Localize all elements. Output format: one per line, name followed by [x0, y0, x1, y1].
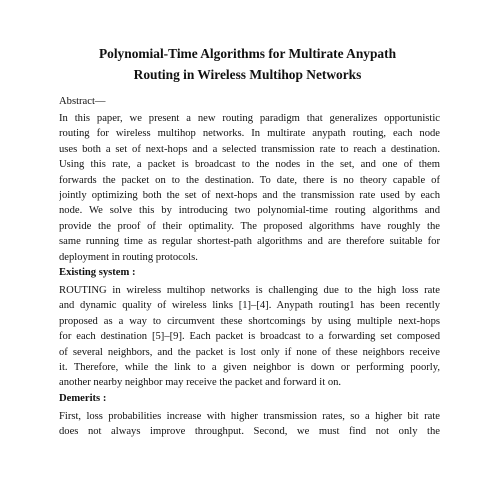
existing-line: of several neighbors, and the packet is lost only if none of these neighbors receive	[59, 346, 440, 358]
title-line-1: Polynomial-Time Algorithms for Multirate Anypath	[98, 46, 397, 61]
existing-line: and dynamic quality of wireless links [1]–[4]. Anypath routing1 has been recently	[59, 300, 440, 312]
abstract-line: provide the proof of their optimality. The proposed algorithms have roughly the	[59, 220, 440, 232]
demerits-heading: Demerits :	[59, 393, 107, 404]
existing-line: ROUTING in wireless multihop networks is challenging due to the high loss rate	[59, 285, 440, 296]
abstract-line: Using this rate, a packet is broadcast to the nodes in the set, and one of them	[59, 159, 440, 171]
demerits-paragraph	[59, 409, 440, 440]
abstract-paragraph	[59, 111, 440, 265]
abstract-line: routing for wireless multihop networks. In multirate anypath routing, each node	[59, 128, 440, 140]
paper-title	[40, 43, 455, 85]
abstract-line: node. We solve this by introducing two polynomial-time routing algorithms and	[59, 205, 440, 217]
abstract-line: forwards the packet on to the destination. To date, there is no theory capable of	[59, 174, 440, 186]
existing-system-paragraph	[59, 283, 440, 391]
title-line-2: Routing in Wireless Multihop Networks	[133, 67, 362, 82]
existing-line: for each destination [5]–[9]. Each packet is broadcast to a forwarding set composed	[59, 331, 440, 343]
abstract-label: Abstract—	[59, 96, 106, 107]
existing-line: it. Therefore, while the link to a given neighbor is down or performing poorly,	[59, 362, 440, 374]
abstract-line: In this paper, we present a new routing paradigm that generalizes opportunistic	[59, 113, 440, 124]
abstract-line: jointly optimizing both the set of next-hops and the transmission rate used by each	[59, 190, 440, 202]
abstract-line: same running time as regular shortest-path algorithms and are therefore suitable for	[59, 236, 440, 248]
demerits-line: does not always improve throughput. Second, we must find not only the	[59, 426, 440, 438]
demerits-line: First, loss probabilities increase with higher transmission rates, so a higher bit rate	[59, 411, 440, 422]
existing-line: proposed as a way to circumvent these shortcomings by using multiple next-hops	[59, 315, 440, 327]
existing-system-heading: Existing system :	[59, 267, 136, 278]
abstract-line: deployment in routing protocols.	[59, 251, 198, 263]
existing-line: another nearby neighbor may receive the packet and forward it on.	[59, 377, 342, 389]
abstract-line: uses both a set of next-hops and a selected transmission rate to reach a destination.	[59, 143, 440, 155]
